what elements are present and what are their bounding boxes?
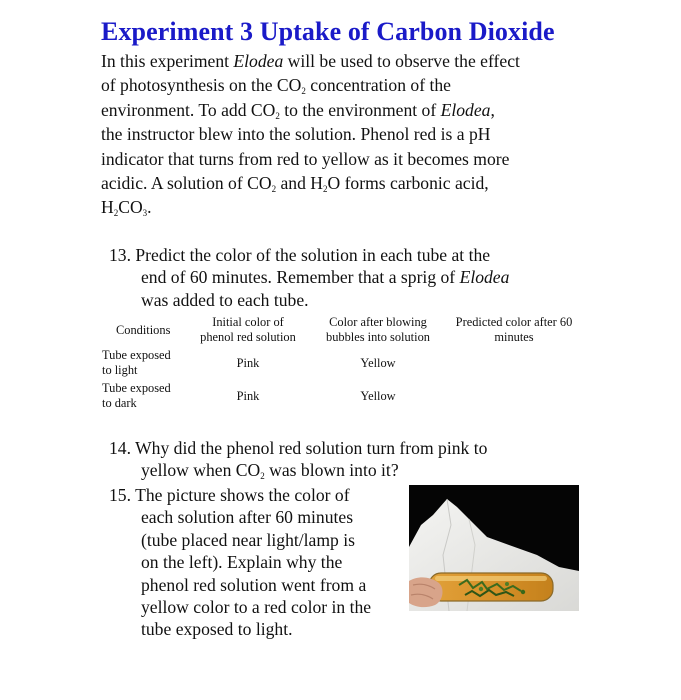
question-13-line-1: 13. Predict the color of the solution in each tube at the xyxy=(109,245,491,265)
question-14-line-2: yellow when $CO_2$ was blown into it? xyxy=(141,460,399,482)
question-13-line-3: was added to each tube. xyxy=(141,289,309,310)
header-conditions: Conditions xyxy=(116,323,171,337)
question-13-line-2: end of 60 minutes. Remember that a sprig of Elodea xyxy=(141,267,510,288)
intro-line-6: acidic. A solution of $CO_2$ and $H_2O$ forms carbonic acid, xyxy=(101,173,489,195)
results-table xyxy=(100,313,600,423)
question-15-line-4: on the left). Explain why the xyxy=(141,552,343,573)
question-13 xyxy=(109,244,509,311)
test-tube-shape xyxy=(429,573,553,601)
question-14-line-1: 14. Why did the phenol red solution turn from pink to xyxy=(109,438,488,458)
tube-photo xyxy=(409,485,579,611)
intro-line-4: the instructor blew into the solution. Phenol red is a pH xyxy=(101,124,491,145)
intro-line-3: environment. To add $CO_2$ to the environment of Elodea, xyxy=(101,99,495,121)
row-light-after: Yellow xyxy=(360,356,396,370)
row-light-initial: Pink xyxy=(236,356,260,370)
row-dark-condition: Tube exposed to dark xyxy=(102,381,171,410)
tube-photo-illustration xyxy=(409,485,579,611)
question-15-line-2: each solution after 60 minutes xyxy=(141,507,354,528)
intro-line-5: indicator that turns from red to yellow as it becomes more xyxy=(101,148,510,169)
row-dark-initial: Pink xyxy=(236,389,260,403)
question-14 xyxy=(109,437,487,482)
intro-paragraph xyxy=(101,49,591,220)
row-dark-after: Yellow xyxy=(360,389,396,403)
row-light-condition: Tube exposed to light xyxy=(102,348,171,377)
question-15-line-1: 15. The picture shows the color of xyxy=(109,485,350,505)
header-predicted-color: Predicted color after 60 minutes xyxy=(455,315,573,344)
intro-line-2: of photosynthesis on the $CO_2$ concentration of the xyxy=(101,75,451,97)
header-initial-color: Initial color of phenol red solution xyxy=(200,315,296,344)
header-color-after-blowing: Color after blowing bubbles into solution xyxy=(326,315,430,344)
question-15 xyxy=(109,484,409,641)
page-title: Experiment 3 Uptake of Carbon Dioxide xyxy=(101,17,555,46)
question-15-line-3: (tube placed near light/lamp is xyxy=(141,529,355,550)
question-15-line-7: tube exposed to light. xyxy=(141,619,293,640)
question-15-line-5: phenol red solution went from a xyxy=(141,574,367,595)
question-15-line-6: yellow color to a red color in the xyxy=(141,597,372,618)
intro-line-1: In this experiment Elodea will be used to observe the effect xyxy=(101,51,520,71)
intro-line-7: $H_2CO_3$. xyxy=(101,197,152,219)
